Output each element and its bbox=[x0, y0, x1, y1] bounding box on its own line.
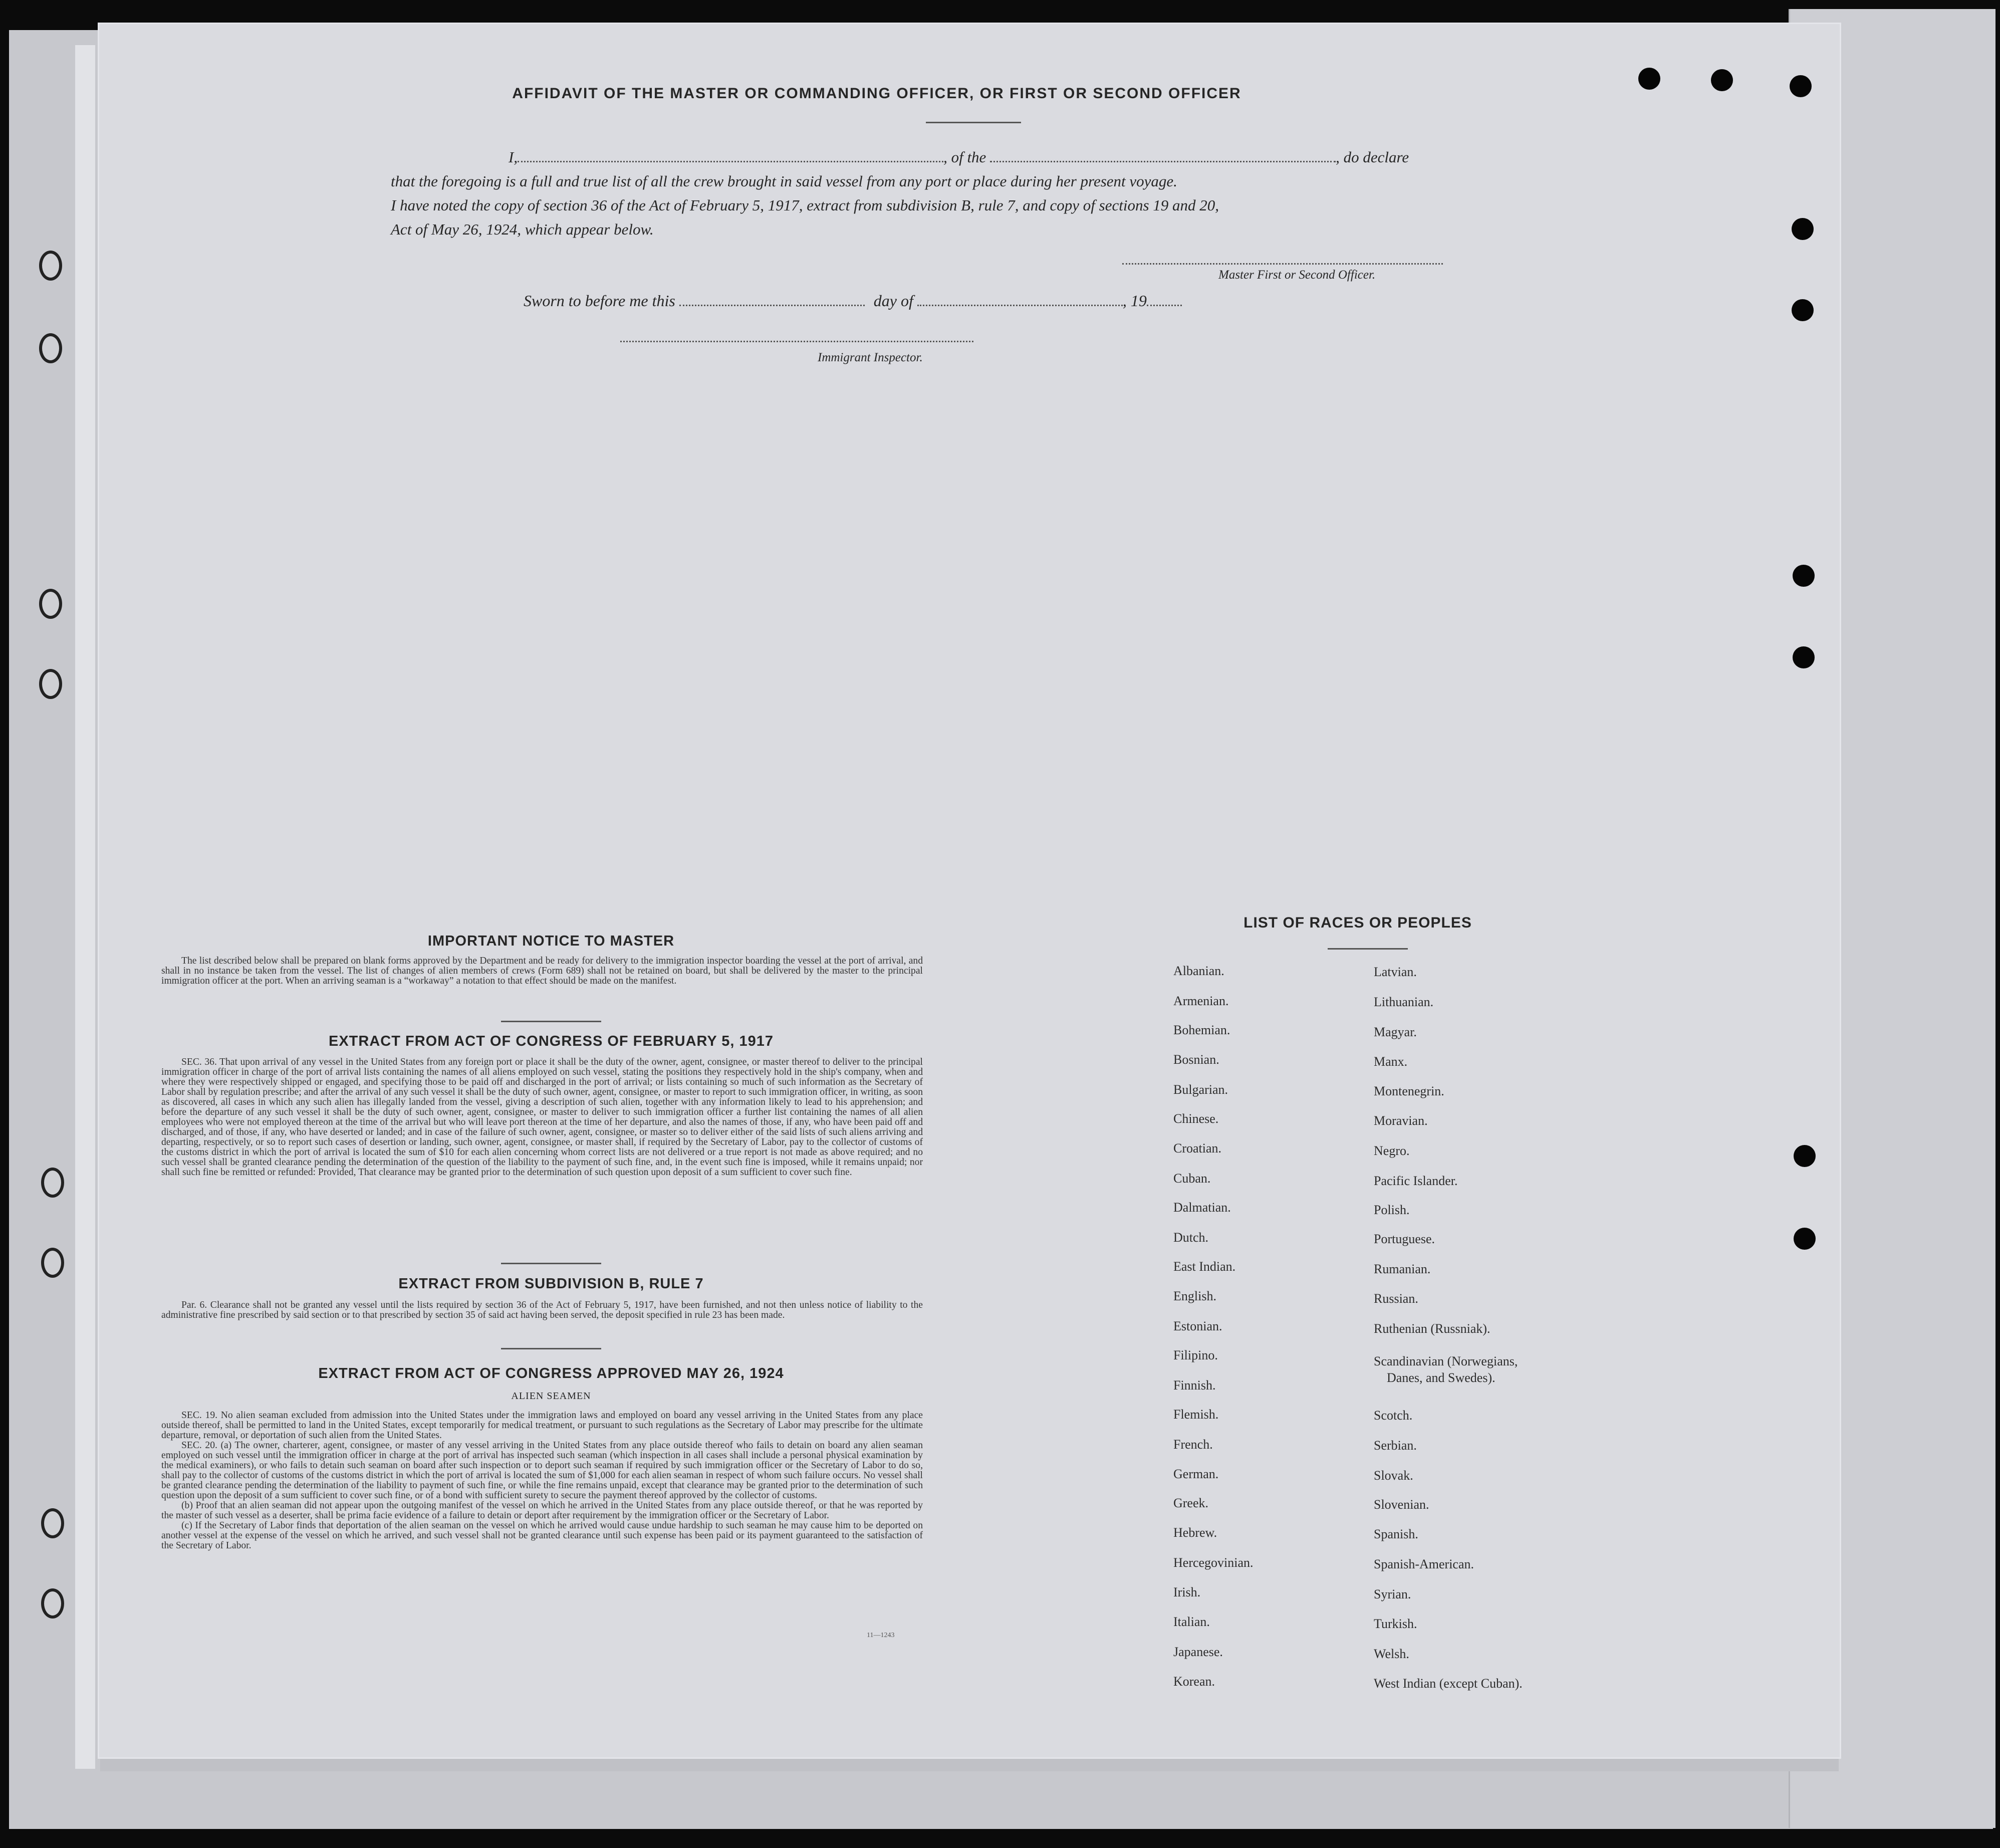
sec19-paragraph: SEC. 19. No alien seaman excluded from admission into the United States under the immigration laws and employed on board any vessel arriving in the United States from any place outside thereof, shall be permitted to land in the United States, except temporarily for medical treatment, or pursuant to such regulations as the Secretary of Labor may prescribe for the ultimate departure, removal, or deportation of such alien from the United States. bbox=[161, 1410, 923, 1441]
binder-ring bbox=[41, 1508, 64, 1538]
race-item: Hercegovinian. bbox=[1173, 1555, 1254, 1570]
race-item: Bohemian. bbox=[1173, 1023, 1230, 1037]
month-field[interactable] bbox=[917, 305, 1123, 306]
binder-ring bbox=[39, 589, 62, 619]
notice-title: IMPORTANT NOTICE TO MASTER bbox=[427, 933, 675, 949]
race-item: Latvian. bbox=[1374, 965, 1417, 979]
race-item: Spanish. bbox=[1374, 1527, 1418, 1541]
punch-hole bbox=[1794, 1228, 1816, 1250]
race-item: Turkish. bbox=[1374, 1616, 1417, 1631]
extract-b-text bbox=[161, 1300, 923, 1320]
affidavit-line-3: I have noted the copy of section 36 of the Act of February 5, 1917, extract from subdivision B, rule 7, and copy of sections 19 and 20, bbox=[391, 196, 1219, 214]
extract-b-title: EXTRACT FROM SUBDIVISION B, RULE 7 bbox=[398, 1276, 704, 1292]
race-item: Montenegrin. bbox=[1374, 1084, 1444, 1098]
punch-hole bbox=[1792, 299, 1814, 321]
race-item: Scandinavian (Norwegians, bbox=[1374, 1354, 1518, 1368]
binder-ring bbox=[39, 669, 62, 699]
race-item: Lithuanian. bbox=[1374, 995, 1434, 1009]
race-item: Portuguese. bbox=[1374, 1232, 1435, 1246]
inspector-signature-line[interactable] bbox=[620, 341, 973, 342]
race-item: French. bbox=[1173, 1437, 1213, 1452]
race-item: Welsh. bbox=[1374, 1647, 1409, 1661]
sec36-paragraph: SEC. 36. That upon arrival of any vessel in the United States from any foreign port or place it shall be the duty of the owner, agent, consignee, or master thereof to deliver to the principal immigration officer in charge of the port of arrival lists containing the names of all aliens employed on such vessel, stating the positions they respectively hold in the ship's company, when and where they were respectively shipped or engaged, and specifying those to be paid off and discharged in the port of arrival; or lists containing so much of such information as the Secretary of Labor shall by regulation prescribe; and after the arrival of any such vessel it shall be the duty of such owner, agent, consignee, or master to report to such immigration officer, in writing, as soon as discovered, all cases in which any such alien has illegally landed from the vessel, giving a description of such alien, together with any information likely to lead to his apprehension; and before the departure of any such vessel it shall be the duty of such owner, agent, consignee, or master to deliver to such immigration officer a further list containing the names of all alien employees who were not employed thereon at the time of the arrival but who will leave port thereon at the time of her departure, and also the names of those, if any, who have been paid off and discharged, and of those, if any, who have deserted or landed; and in case of the failure of such owner, agent, consignee, or master so to deliver either of the said lists of such aliens arriving and departing, respectively, or so to report such cases of desertion or landing, such owner, agent, consignee, or master shall, if required by the Secretary of Labor, pay to the collector of customs of the customs district in which the port of arrival is located the sum of $10 for each alien concerning whom correct lists are not delivered or a true report is not made as above required; and no such vessel shall be granted clearance pending the determination of the question of the liability to the payment of such fine, and, in the event such fine is imposed, while it remains unpaid; nor shall such fine be remitted or refunded: Provided, That clearance may be granted prior to the determination of such question upon deposit of a sum sufficient to cover such fine. bbox=[161, 1057, 923, 1178]
race-item: West Indian (except Cuban). bbox=[1374, 1676, 1523, 1691]
sheet-edge bbox=[75, 45, 95, 1769]
affidavit-line-2: that the foregoing is a full and true list of all the crew brought in said vessel from any port or place during her present voyage. bbox=[391, 172, 1177, 190]
race-item: Danes, and Swedes). bbox=[1387, 1370, 1495, 1385]
race-item: Polish. bbox=[1374, 1203, 1410, 1217]
do-declare-label: , do declare bbox=[1336, 148, 1409, 166]
affidavit-title: AFFIDAVIT OF THE MASTER OR COMMANDING OFFICER, OR FIRST OR SECOND OFFICER bbox=[512, 85, 1241, 102]
vessel-field[interactable] bbox=[990, 161, 1336, 162]
race-item: East Indian. bbox=[1173, 1259, 1236, 1274]
divider bbox=[926, 122, 1021, 123]
notice-paragraph: The list described below shall be prepared on blank forms approved by the Department and be ready for delivery to the immigration inspector boarding the vessel at the port of arrival, and shall in no instance be taken from the vessel. The list of changes of alien members of crews (Form 689) shall not be retained on board, but shall be delivered by the master to the principal immigration officer at the port. When an arriving seaman is a “workaway” a notation to that effect should be made on the manifest. bbox=[161, 956, 923, 986]
divider bbox=[1328, 948, 1408, 950]
sec20c-paragraph: (c) If the Secretary of Labor finds that deportation of the alien seaman on the vessel on which he arrived would cause undue hardship to such seaman he may cause him to be deported on another vessel at the expense of the vessel on which he arrived, and such vessel shall not be granted clearance until such expense has been paid or its payment guaranteed to the satisfaction of the Secretary of Labor. bbox=[161, 1520, 923, 1551]
binder-ring bbox=[41, 1248, 64, 1278]
inspector-label: Immigrant Inspector. bbox=[818, 351, 923, 364]
extract-1924-text bbox=[161, 1411, 923, 1551]
race-item: Slovenian. bbox=[1374, 1497, 1429, 1512]
race-item: Magyar. bbox=[1374, 1025, 1417, 1039]
race-item: Dutch. bbox=[1173, 1230, 1209, 1245]
affidavit-text bbox=[391, 145, 1483, 242]
alien-seamen-subtitle: ALIEN SEAMEN bbox=[511, 1391, 591, 1402]
sworn-label: Sworn to before me this bbox=[524, 292, 675, 310]
binder-ring bbox=[41, 1168, 64, 1198]
divider bbox=[501, 1263, 601, 1264]
master-signature-line[interactable] bbox=[1122, 263, 1443, 265]
par6-paragraph: Par. 6. Clearance shall not be granted any vessel until the lists required by section 36 of the Act of February 5, 1917, have been furnished, and not then unless notice of liability to the administrative fine prescribed by said section or to that prescribed by section 35 of said act having been served, the deposit specified in rule 23 has been made. bbox=[161, 1300, 923, 1320]
race-item: Filipino. bbox=[1173, 1348, 1218, 1362]
year-label: , 19 bbox=[1122, 292, 1147, 310]
extract-1924-title: EXTRACT FROM ACT OF CONGRESS APPROVED MAY 26, 1924 bbox=[318, 1365, 784, 1381]
form-code: 11—1243 bbox=[867, 1632, 895, 1639]
binder-ring bbox=[41, 1588, 64, 1619]
race-item: Chinese. bbox=[1173, 1111, 1219, 1126]
race-item: Pacific Islander. bbox=[1374, 1174, 1458, 1188]
extract-1917-text bbox=[161, 1057, 923, 1178]
race-item: Flemish. bbox=[1173, 1407, 1219, 1422]
race-item: Manx. bbox=[1374, 1054, 1408, 1069]
race-item: Croatian. bbox=[1173, 1141, 1222, 1156]
i-label: I, bbox=[509, 148, 518, 166]
race-item: Bosnian. bbox=[1173, 1052, 1219, 1067]
race-item: Korean. bbox=[1173, 1674, 1215, 1689]
race-item: Slovak. bbox=[1374, 1468, 1413, 1483]
race-item: Dalmatian. bbox=[1173, 1200, 1231, 1215]
race-item: Negro. bbox=[1374, 1143, 1410, 1158]
punch-hole bbox=[1792, 218, 1814, 240]
race-item: Armenian. bbox=[1173, 994, 1229, 1008]
affidavit-line-4: Act of May 26, 1924, which appear below. bbox=[391, 220, 654, 238]
master-label: Master First or Second Officer. bbox=[1218, 268, 1376, 282]
binder-ring bbox=[39, 251, 62, 281]
sec20a-paragraph: SEC. 20. (a) The owner, charterer, agent, consignee, or master of any vessel arriving in the United States from any place outside thereof who fails to detain on board any alien seaman employed on such vessel until the immigration officer in charge at the port of arrival has inspected such seaman (which inspection in all cases shall include a personal physical examination by the medical examiners), or who fails to detain such seaman on board after such inspection or to deport such seaman if required by such immigration officer or the Secretary of Labor to do so, shall pay to the collector of customs of the customs district in which the port of arrival is located the sum of $1,000 for each alien seaman in respect of whom such failure occurs. No vessel shall be granted clearance pending the determination of the liability to payment of such fine, or while the fine remains unpaid, except that clearance may be granted prior to the determination of such question upon the deposit of a sum sufficient to cover such fine, or of a bond with sufficient surety to secure the payment thereof approved by the collector of customs. bbox=[161, 1440, 923, 1501]
race-item: Estonian. bbox=[1173, 1319, 1222, 1333]
sworn-line bbox=[524, 292, 1182, 310]
race-item: Irish. bbox=[1173, 1585, 1201, 1599]
race-item: Bulgarian. bbox=[1173, 1082, 1228, 1097]
race-item: Japanese. bbox=[1173, 1645, 1223, 1659]
race-item: Spanish-American. bbox=[1374, 1557, 1474, 1571]
race-item: Italian. bbox=[1173, 1614, 1210, 1629]
declaration-line bbox=[391, 145, 1483, 169]
punch-hole bbox=[1794, 1145, 1816, 1167]
sec20b-paragraph: (b) Proof that an alien seaman did not appear upon the outgoing manifest of the vessel on which he arrived in the United States from any place outside thereof, or that he was reported by the master of such vessel as a deserter, shall be prima facie evidence of a failure to detain or deport after requirement by the immigration officer or the Secretary of Labor. bbox=[161, 1500, 923, 1521]
name-field[interactable] bbox=[518, 161, 943, 162]
race-item: Greek. bbox=[1173, 1496, 1209, 1510]
notice-text bbox=[161, 956, 923, 986]
race-item: Scotch. bbox=[1374, 1408, 1413, 1423]
race-item: Syrian. bbox=[1374, 1587, 1411, 1601]
year-field[interactable] bbox=[1147, 305, 1182, 306]
punch-hole bbox=[1790, 75, 1812, 97]
punch-hole bbox=[1638, 68, 1660, 90]
race-item: Moravian. bbox=[1374, 1113, 1428, 1128]
divider bbox=[501, 1348, 601, 1349]
binder-ring bbox=[39, 333, 62, 363]
race-item: Cuban. bbox=[1173, 1171, 1211, 1186]
sworn-day-field[interactable] bbox=[679, 305, 865, 306]
race-item: Serbian. bbox=[1374, 1438, 1417, 1453]
punch-hole bbox=[1793, 565, 1815, 587]
race-item: Finnish. bbox=[1173, 1378, 1216, 1393]
extract-1917-title: EXTRACT FROM ACT OF CONGRESS OF FEBRUARY 5, 1917 bbox=[328, 1033, 774, 1049]
divider bbox=[501, 1021, 601, 1022]
day-of-label: day of bbox=[873, 292, 913, 310]
race-item: Rumanian. bbox=[1374, 1262, 1431, 1276]
punch-hole bbox=[1793, 646, 1815, 668]
race-item: Russian. bbox=[1374, 1291, 1418, 1306]
race-item: Hebrew. bbox=[1173, 1525, 1217, 1540]
races-title: LIST OF RACES OR PEOPLES bbox=[1243, 914, 1472, 931]
of-the-label: , of the bbox=[943, 148, 986, 166]
race-item: Ruthenian (Russniak). bbox=[1374, 1321, 1490, 1336]
race-item: German. bbox=[1173, 1467, 1219, 1481]
race-item: Albanian. bbox=[1173, 964, 1224, 978]
race-item: English. bbox=[1173, 1289, 1216, 1303]
punch-hole bbox=[1711, 69, 1733, 91]
